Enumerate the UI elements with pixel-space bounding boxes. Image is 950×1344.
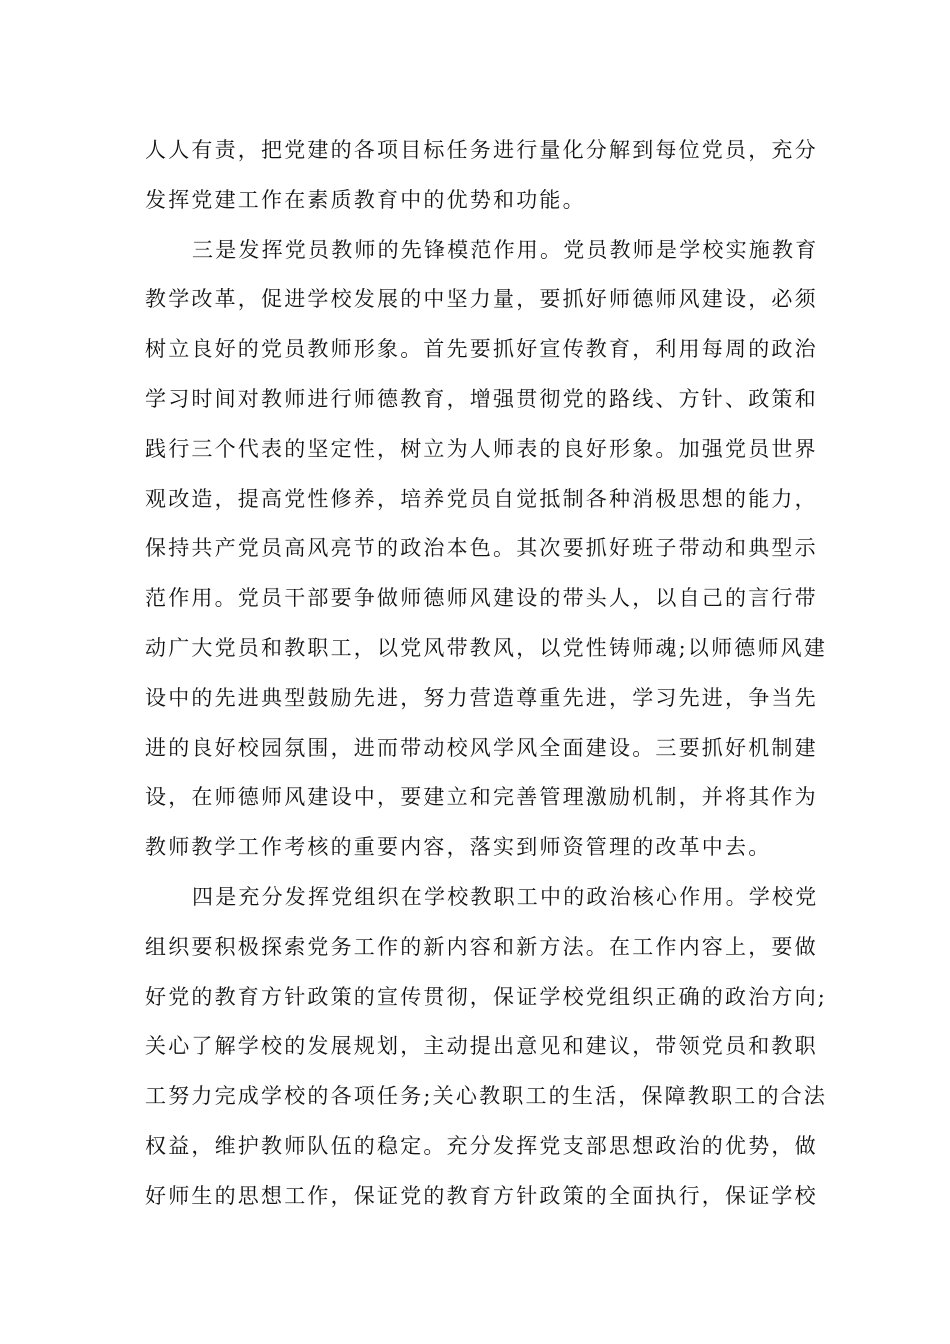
text-line: 范作用。党员干部要争做师德师风建设的带头人，以自己的言行带 — [145, 586, 818, 611]
body-text — [145, 126, 828, 1222]
text-line: 工努力完成学校的各项任务;关心教职工的生活，保障教职工的合法 — [145, 1084, 828, 1109]
text-line: 动广大党员和教职工，以党风带教风，以党性铸师魂;以师德师风建 — [145, 635, 828, 660]
text-line: 好师生的思想工作，保证党的教育方针政策的全面执行，保证学校 — [145, 1183, 818, 1208]
text-line: 发挥党建工作在素质教育中的优势和功能。 — [145, 187, 586, 212]
text-line: 设，在师德师风建设中，要建立和完善管理激励机制，并将其作为 — [145, 785, 818, 810]
text-line: 学习时间对教师进行师德教育，增强贯彻党的路线、方针、政策和 — [145, 386, 818, 411]
text-line: 关心了解学校的发展规划，主动提出意见和建议，带领党员和教职 — [145, 1034, 818, 1059]
text-line: 进的良好校园氛围，进而带动校风学风全面建设。三要抓好机制建 — [145, 735, 818, 760]
text-line: 组织要积极探索党务工作的新内容和新方法。在工作内容上，要做 — [145, 934, 818, 959]
text-line: 人人有责，把党建的各项目标任务进行量化分解到每位党员，充分 — [145, 138, 818, 162]
text-line: 保持共产党员高风亮节的政治本色。其次要抓好班子带动和典型示 — [145, 536, 818, 561]
text-line: 四是充分发挥党组织在学校教职工中的政治核心作用。学校党 — [192, 884, 819, 909]
text-line: 三是发挥党员教师的先锋模范作用。党员教师是学校实施教育 — [192, 237, 819, 262]
text-line: 好党的教育方针政策的宣传贯彻，保证学校党组织正确的政治方向; — [145, 984, 828, 1009]
text-line: 设中的先进典型鼓励先进，努力营造尊重先进，学习先进，争当先 — [145, 685, 818, 710]
text-line: 践行三个代表的坚定性，树立为人师表的良好形象。加强党员世界 — [145, 436, 818, 461]
text-line: 观改造，提高党性修养，培养党员自觉抵制各种消极思想的能力， — [145, 486, 818, 511]
text-line: 教师教学工作考核的重要内容，落实到师资管理的改革中去。 — [145, 835, 772, 860]
text-line: 教学改革，促进学校发展的中坚力量，要抓好师德师风建设，必须 — [145, 287, 818, 312]
text-line: 树立良好的党员教师形象。首先要抓好宣传教育，利用每周的政治 — [145, 337, 818, 362]
text-line: 权益，维护教师队伍的稳定。充分发挥党支部思想政治的优势，做 — [145, 1133, 818, 1158]
